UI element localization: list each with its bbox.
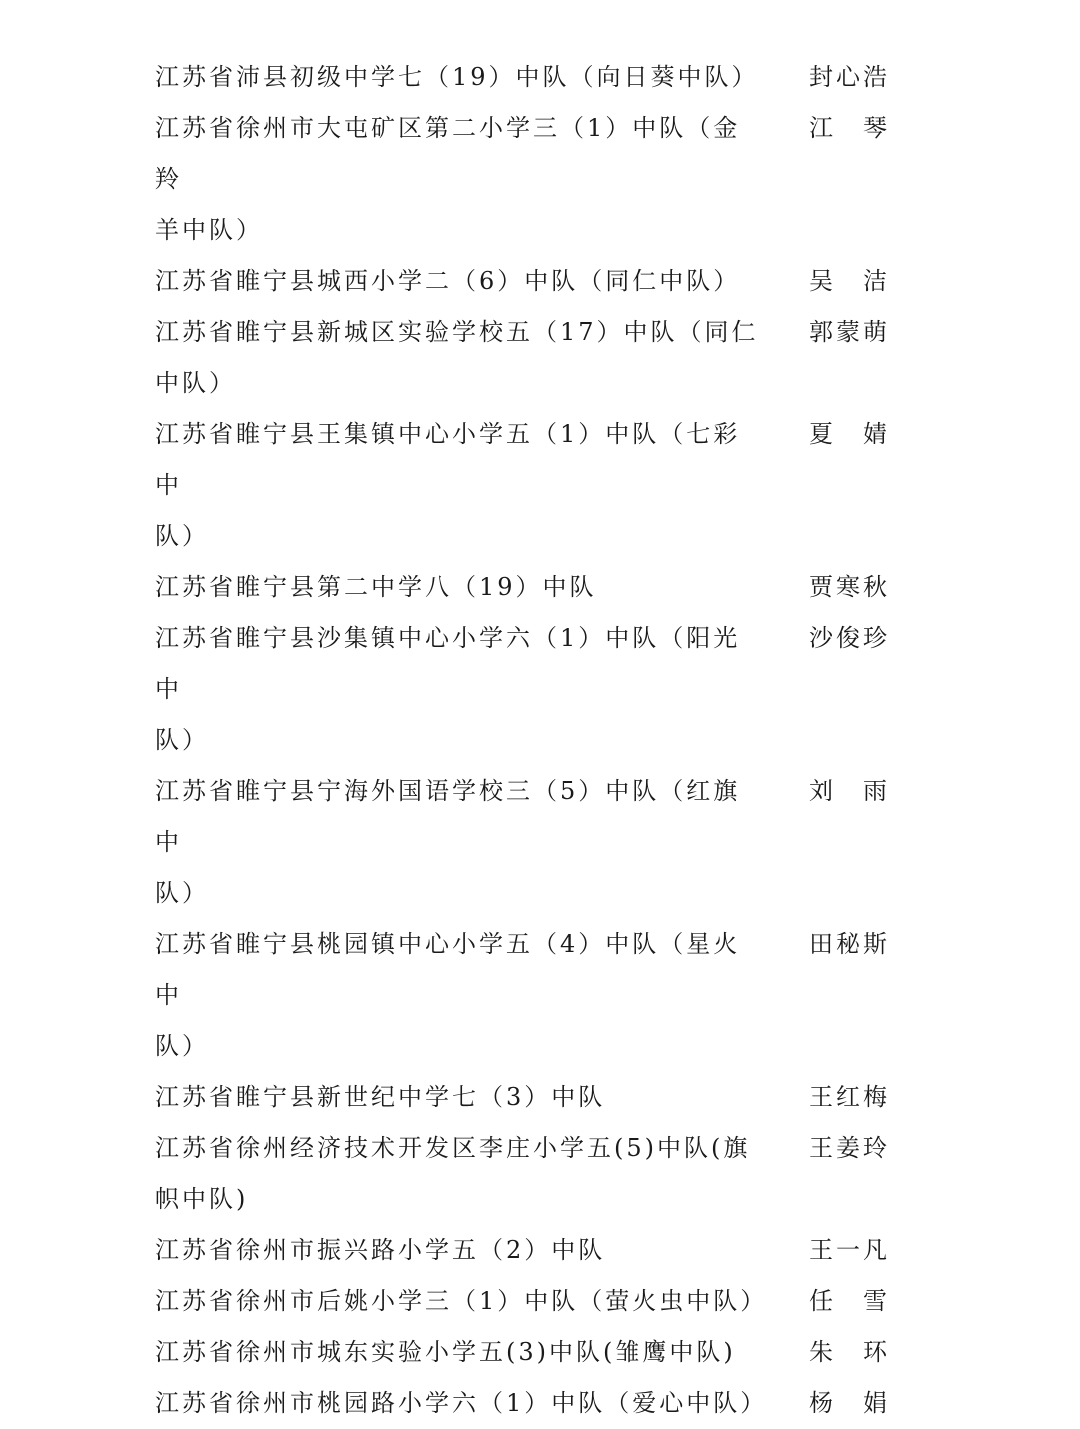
person-name: 封心浩 [809,63,890,91]
person-name: 郭蒙萌 [809,318,890,346]
school-unit: 江苏省徐州市振兴路小学五（2）中队 [155,1236,606,1264]
school-unit: 江苏省沛县初级中学七（19）中队（向日葵中队） [155,63,759,91]
list-item [155,1123,895,1225]
person-name: 任 雪 [809,1287,890,1315]
person-name: 江 琴 [809,114,890,142]
person-name: 朱 环 [809,1338,890,1366]
person-name: 杨 娟 [809,1389,890,1417]
list-item [155,1225,895,1276]
person-name: 沙俊珍 [809,624,890,652]
person-name: 王一凡 [809,1236,890,1264]
list-item [155,1327,895,1378]
school-unit: 江苏省徐州市桃园路小学六（1）中队（爱心中队） [155,1389,768,1417]
school-unit: 江苏省徐州经济技术开发区李庄小学五(5)中队(旗 帜中队) [155,1134,751,1213]
school-unit: 江苏省睢宁县新城区实验学校五（17）中队（同仁 中队） [155,318,759,397]
school-unit: 江苏省睢宁县城西小学二（6）中队（同仁中队） [155,267,741,295]
list-item [155,256,895,307]
person-name: 吴 洁 [809,267,890,295]
list-item [155,766,895,919]
school-unit: 江苏省徐州市大屯矿区第二小学三（1）中队（金羚 羊中队） [155,114,741,244]
school-unit: 江苏省睢宁县宁海外国语学校三（5）中队（红旗中 队） [155,777,741,907]
list-item [155,103,895,256]
list-item [155,1072,895,1123]
list-item [155,1378,895,1429]
school-unit: 江苏省睢宁县沙集镇中心小学六（1）中队（阳光中 队） [155,624,741,754]
person-name: 王姜玲 [809,1134,890,1162]
school-unit: 江苏省睢宁县新世纪中学七（3）中队 [155,1083,606,1111]
list-item [155,52,895,103]
school-unit: 江苏省睢宁县桃园镇中心小学五（4）中队（星火中 队） [155,930,741,1060]
list-item [155,562,895,613]
list-item [155,919,895,1072]
person-name: 贾寒秋 [809,573,890,601]
list-item [155,307,895,409]
school-unit: 江苏省徐州市城东实验小学五(3)中队(雏鹰中队) [155,1338,736,1366]
person-name: 刘 雨 [809,777,890,805]
person-name: 王红梅 [809,1083,890,1111]
person-name: 夏 婧 [809,420,890,448]
list-item [155,613,895,766]
list-item [155,1276,895,1327]
school-unit: 江苏省睢宁县第二中学八（19）中队 [155,573,597,601]
award-list [155,52,895,1429]
list-item [155,409,895,562]
school-unit: 江苏省徐州市后姚小学三（1）中队（萤火虫中队） [155,1287,768,1315]
school-unit: 江苏省睢宁县王集镇中心小学五（1）中队（七彩中 队） [155,420,741,550]
person-name: 田秘斯 [809,930,890,958]
